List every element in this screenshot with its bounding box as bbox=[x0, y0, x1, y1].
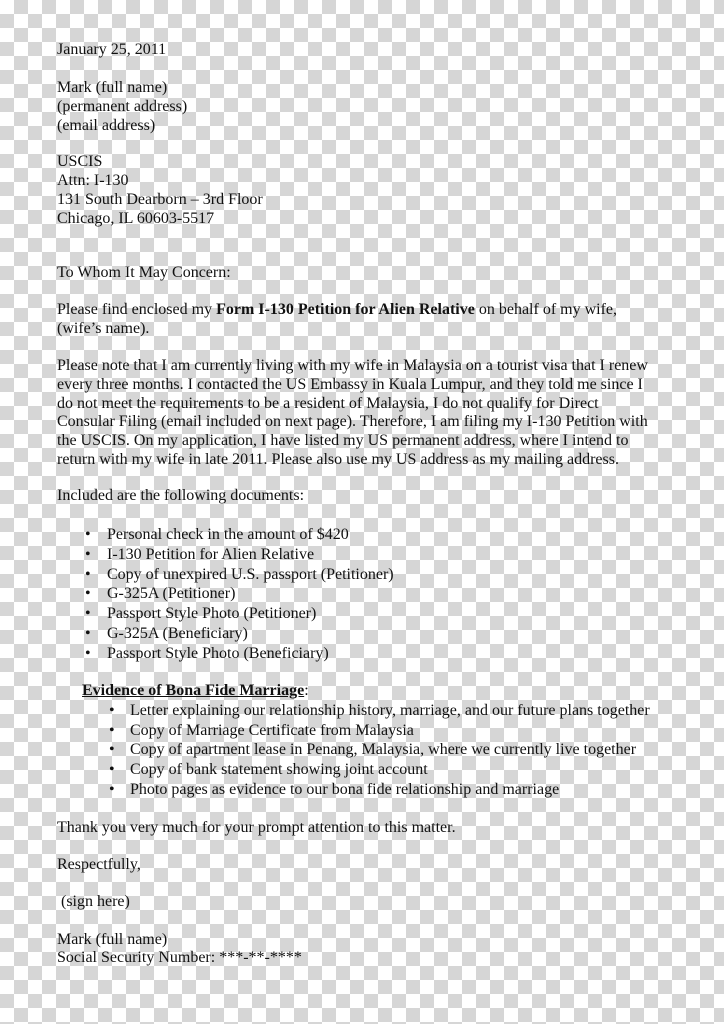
bullet-icon: • bbox=[109, 741, 115, 758]
salutation: To Whom It May Concern: bbox=[57, 264, 231, 281]
list-item: Copy of Marriage Certificate from Malaysia bbox=[130, 722, 414, 739]
sender-email: (email address) bbox=[57, 117, 156, 134]
form-name: Form I-130 Petition for Alien Relative bbox=[216, 301, 475, 318]
bullet-icon: • bbox=[109, 761, 115, 778]
bullet-icon: • bbox=[85, 625, 91, 642]
bullet-icon: • bbox=[85, 526, 91, 543]
thanks-line: Thank you very much for your prompt attention to this matter. bbox=[57, 819, 456, 836]
paragraph-1-line bbox=[57, 300, 617, 319]
letter-date: January 25, 2011 bbox=[57, 41, 167, 58]
recipient-line: Chicago, IL 60603-5517 bbox=[57, 210, 215, 227]
list-item: Letter explaining our relationship history, marriage, and our future plans together bbox=[130, 702, 650, 719]
evidence-heading-text: Evidence of Bona Fide Marriage bbox=[82, 682, 305, 699]
signoff-name: Mark (full name) bbox=[57, 931, 168, 948]
paragraph-2-line: Please note that I am currently living with my wife in Malaysia on a tourist visa that I renew bbox=[57, 357, 648, 374]
bullet-icon: • bbox=[109, 781, 115, 798]
list-item: G-325A (Beneficiary) bbox=[107, 625, 248, 642]
list-item: Photo pages as evidence to our bona fide relationship and marriage bbox=[130, 781, 560, 798]
bullet-icon: • bbox=[85, 605, 91, 622]
recipient-line: 131 South Dearborn – 3rd Floor bbox=[57, 191, 263, 208]
sender-address: (permanent address) bbox=[57, 98, 188, 115]
list-item: Passport Style Photo (Petitioner) bbox=[107, 605, 317, 622]
colon: : bbox=[304, 682, 309, 699]
list-item: Copy of apartment lease in Penang, Malaysia, where we currently live together bbox=[130, 741, 637, 758]
list-item: G-325A (Petitioner) bbox=[107, 585, 236, 602]
paragraph-1-line: (wife’s name). bbox=[57, 320, 150, 337]
bullet-icon: • bbox=[109, 722, 115, 739]
paragraph-2-line: Consular Filing (email included on next page). Therefore, I am filing my I-130 Petition with bbox=[57, 413, 648, 430]
list-item: Copy of unexpired U.S. passport (Petitioner) bbox=[107, 566, 394, 583]
list-item: Passport Style Photo (Beneficiary) bbox=[107, 645, 329, 662]
bullet-icon: • bbox=[85, 566, 91, 583]
bullet-icon: • bbox=[85, 585, 91, 602]
paragraph-2-line: the USCIS. On my application, I have listed my US permanent address, where I intend to bbox=[57, 432, 629, 449]
evidence-heading bbox=[82, 681, 309, 700]
closing: Respectfully, bbox=[57, 856, 141, 873]
bullet-icon: • bbox=[85, 645, 91, 662]
signature-placeholder: (sign here) bbox=[57, 893, 130, 910]
paragraph-2-line: return with my wife in late 2011. Please also use my US address as my mailing address. bbox=[57, 451, 619, 468]
included-intro: Included are the following documents: bbox=[57, 487, 305, 504]
recipient-line: USCIS bbox=[57, 153, 103, 170]
paragraph-2-line: do not meet the requirements to be a resident of Malaysia, I do not qualify for Direct bbox=[57, 395, 599, 412]
list-item: I-130 Petition for Alien Relative bbox=[107, 546, 315, 563]
ssn-line: Social Security Number: ***-**-**** bbox=[57, 949, 302, 966]
text: Please find enclosed my bbox=[57, 301, 217, 318]
list-item: Personal check in the amount of $420 bbox=[107, 526, 349, 543]
list-item: Copy of bank statement showing joint account bbox=[130, 761, 428, 778]
recipient-line: Attn: I-130 bbox=[57, 172, 129, 189]
bullet-icon: • bbox=[85, 546, 91, 563]
sender-name: Mark (full name) bbox=[57, 79, 168, 96]
paragraph-2-line: every three months. I contacted the US Embassy in Kuala Lumpur, and they told me since I bbox=[57, 376, 643, 393]
bullet-icon: • bbox=[109, 702, 115, 719]
text: on behalf of my wife, bbox=[474, 301, 618, 318]
